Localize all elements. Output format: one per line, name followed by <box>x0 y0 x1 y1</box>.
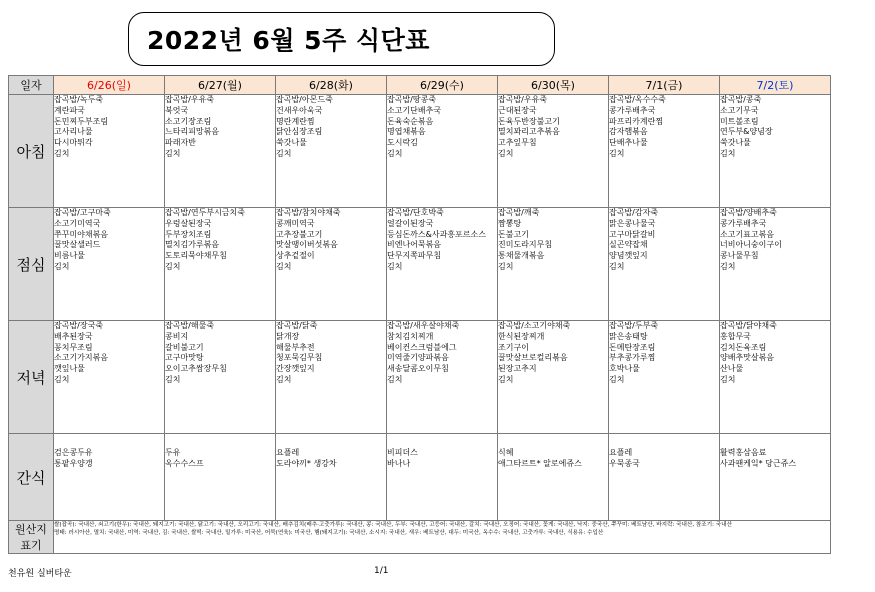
menu-item: 잡곡밥/양배추죽 <box>720 208 777 217</box>
menu-cell <box>498 95 609 208</box>
menu-item: 잡곡밥/옥수수죽 <box>609 95 666 104</box>
menu-item: 미역줄기양파볶음 <box>387 353 449 363</box>
menu-item: 도라야끼* 생강차 <box>276 458 337 468</box>
menu-item: 잡곡밥/참치야채죽 <box>276 208 341 217</box>
origin-label: 원산지 표기 <box>9 521 54 554</box>
menu-item: 해물부추전 <box>276 342 315 352</box>
menu-item: 고사리나물 <box>54 127 93 137</box>
menu-item: 콩가루배추국 <box>609 105 656 115</box>
menu-item: 꿀맛살브로컬리볶음 <box>498 353 568 363</box>
menu-item: 김치 <box>498 374 514 384</box>
day-header: 7/2(토) <box>720 76 831 95</box>
menu-item: 배추된장국 <box>54 331 93 341</box>
menu-cell <box>387 321 498 434</box>
menu-item: 느타리피망볶음 <box>165 127 220 137</box>
menu-item: 김치 <box>609 148 625 158</box>
menu-cell <box>387 95 498 208</box>
menu-item: 근대된장국 <box>498 105 537 115</box>
menu-item: 우묵종국 <box>609 458 640 468</box>
menu-item: 잡곡밥/우유죽 <box>165 95 215 104</box>
menu-item: 잡곡밥/소고기야채죽 <box>498 321 571 330</box>
meal-row <box>9 434 831 521</box>
menu-item: 김치 <box>720 148 736 158</box>
menu-item: 잡곡밥/아몬드죽 <box>276 95 333 104</box>
menu-item: 바나나 <box>387 458 411 468</box>
menu-cell <box>165 321 276 434</box>
menu-cell <box>498 434 609 521</box>
menu-item: 조기구이 <box>498 342 529 352</box>
menu-item: 실곤약잡채 <box>609 240 648 250</box>
menu-item: 콩가루배추국 <box>720 218 767 228</box>
menu-item: 베이컨스크럼블에그 <box>387 342 457 352</box>
menu-item: 돈육두반장불고기 <box>498 116 560 126</box>
menu-item: 잡곡밥/우유죽 <box>498 95 548 104</box>
meal-row <box>9 321 831 434</box>
menu-cell <box>165 95 276 208</box>
menu-item: 도토리묵야채무침 <box>165 251 227 261</box>
menu-item: 잡곡밥/녹두죽 <box>54 95 104 104</box>
menu-cell <box>609 321 720 434</box>
meal-label: 간식 <box>9 434 54 521</box>
menu-item: 잡곡밥/새우살야채죽 <box>387 321 460 330</box>
menu-item: 쑥갓나물 <box>276 138 307 148</box>
menu-item: 얼갈이된장국 <box>387 218 434 228</box>
menu-cell <box>720 95 831 208</box>
day-header: 6/26(일) <box>54 76 165 95</box>
menu-item: 우렁살된장국 <box>165 218 212 228</box>
menu-item: 김치 <box>720 261 736 271</box>
menu-item: 김치 <box>54 261 70 271</box>
menu-item: 김치 <box>165 261 181 271</box>
menu-item: 김치 <box>609 374 625 384</box>
menu-cell <box>54 434 165 521</box>
menu-item: 요플레 <box>609 448 633 457</box>
menu-item: 비름나물 <box>54 251 85 261</box>
menu-item: 김치 <box>387 261 403 271</box>
meal-row <box>9 208 831 321</box>
menu-item: 고구마맛탕 <box>165 353 204 363</box>
menu-cell <box>498 321 609 434</box>
menu-item: 잡곡밥/닭죽 <box>276 321 318 330</box>
menu-item: 단무지쪽파무침 <box>387 251 442 261</box>
menu-item: 애그타르트* 알로에쥬스 <box>498 458 582 468</box>
menu-item: 김치돈육조림 <box>720 342 767 352</box>
menu-item: 김치 <box>498 261 514 271</box>
menu-item: 된장고추지 <box>498 364 537 374</box>
menu-item: 소고기무국 <box>720 105 759 115</box>
menu-cell <box>165 434 276 521</box>
menu-item: 양배추맛살볶음 <box>720 353 775 363</box>
menu-item: 산나물 <box>720 364 744 374</box>
menu-item: 김치 <box>609 261 625 271</box>
page-title: 2022년 6월 5주 식단표 <box>147 26 430 55</box>
menu-item: 다시마튀각 <box>54 138 93 148</box>
menu-item: 명엽채볶음 <box>387 127 426 137</box>
menu-item: 요플레 <box>276 448 300 457</box>
menu-item: 김치 <box>276 374 292 384</box>
menu-cell <box>276 208 387 321</box>
menu-item: 잡곡밥/깨죽 <box>498 208 540 217</box>
menu-cell <box>720 321 831 434</box>
menu-item: 간장깻잎지 <box>276 364 315 374</box>
menu-item: 잡곡밥/닭야채죽 <box>720 321 777 330</box>
menu-item: 김치 <box>498 148 514 158</box>
menu-item: 깻잎나물 <box>54 364 85 374</box>
menu-item: 김치 <box>54 148 70 158</box>
menu-item: 잡곡밥/고구마죽 <box>54 208 111 217</box>
menu-cell <box>54 95 165 208</box>
menu-item: 쭈꾸미야채볶음 <box>54 229 109 239</box>
menu-item: 잡곡밥/단호박죽 <box>387 208 444 217</box>
origin-line: 쌀(잡곡): 국내산, 쇠고기(한우): 국내산, 돼지고기: 국내산, 닭고기: 국내산, 오리고기: 국내산, 배추김치(배추·고춧가루): 국내산, 콩: 국내산, 두부: 국내산, 고등어: 국내산, 갈치: 국내산, 오징어: 국내산, 꽃게: 국내산, 낙지: 중국산, 쭈꾸미: 베트남산, 바지락: 국내산, 참조기: 국내산 <box>54 522 732 528</box>
menu-item: 맑은콩나물국 <box>609 218 656 228</box>
menu-item: 통채물개볶음 <box>498 251 545 261</box>
menu-item: 부추콩가루찜 <box>609 353 656 363</box>
menu-item: 김치 <box>387 148 403 158</box>
menu-item: 김치 <box>276 261 292 271</box>
menu-item: 소고기단배추국 <box>387 105 442 115</box>
menu-cell <box>276 434 387 521</box>
menu-item: 쑥갓나물 <box>720 138 751 148</box>
menu-item: 멸치김가루볶음 <box>165 240 220 250</box>
menu-item: 건새우아욱국 <box>276 105 323 115</box>
date-header-label: 일자 <box>9 76 54 95</box>
menu-item: 통팥우양갱 <box>54 458 93 468</box>
menu-item: 비엔나어묵볶음 <box>387 240 442 250</box>
title-box <box>128 12 555 66</box>
menu-item: 돈육숙순볶음 <box>387 116 434 126</box>
menu-item: 고추장불고기 <box>276 229 323 239</box>
origin-line: 명태: 러시아산, 멸치: 국내산, 미역: 국내산, 김: 국내산, 쌀떡: 국내산, 밀가루: 미국산, 어묵(연육): 미국산, 햄(돼지고기): 국내산, 소시지: 국내산, 새우: 베트남산, 대두: 미국산, 옥수수: 국내산, 고춧가루: 국내산, 식용유: 수입산 <box>54 530 604 536</box>
menu-item: 콩깨미역국 <box>276 218 315 228</box>
menu-item: 돈민찌두부조림 <box>54 116 109 126</box>
page-number: 1/1 <box>374 566 389 576</box>
menu-item: 양념깻잎지 <box>609 251 648 261</box>
menu-item: 멸치꽈리고추볶음 <box>498 127 560 137</box>
menu-item: 짬뽕탕 <box>498 218 522 228</box>
day-header: 6/28(화) <box>276 76 387 95</box>
menu-cell <box>609 95 720 208</box>
menu-cell <box>720 434 831 521</box>
menu-item: 돈불고기 <box>498 229 529 239</box>
menu-item: 김치 <box>720 374 736 384</box>
menu-item: 닭개장 <box>276 331 300 341</box>
menu-table <box>8 75 831 554</box>
menu-item: 갈비불고기 <box>165 342 204 352</box>
menu-cell <box>54 208 165 321</box>
menu-cell <box>498 208 609 321</box>
menu-item: 감자햄볶음 <box>609 127 648 137</box>
menu-item: 돈메탄장조림 <box>609 342 656 352</box>
menu-cell <box>720 208 831 321</box>
menu-item: 김치 <box>54 374 70 384</box>
menu-item: 호박나물 <box>609 364 640 374</box>
menu-item: 식혜 <box>498 448 514 457</box>
menu-item: 콩나물무침 <box>720 251 759 261</box>
menu-item: 김치 <box>276 148 292 158</box>
menu-cell <box>387 434 498 521</box>
menu-cell <box>276 321 387 434</box>
menu-item: 미트볼조림 <box>720 116 759 126</box>
origin-row <box>9 521 831 554</box>
day-header: 6/29(수) <box>387 76 498 95</box>
menu-item: 파프리카계란찜 <box>609 116 664 126</box>
menu-item: 검은콩두유 <box>54 448 93 457</box>
menu-item: 오이고추쌈장무침 <box>165 364 227 374</box>
menu-item: 명란계란찜 <box>276 116 315 126</box>
menu-item: 두부장치조림 <box>165 229 212 239</box>
menu-item: 닭안심장조림 <box>276 127 323 137</box>
menu-item: 김치 <box>165 374 181 384</box>
menu-item: 새송달콤오이무침 <box>387 364 449 374</box>
menu-item: 등심돈까스&사과흥포르소스 <box>387 229 486 239</box>
menu-item: 두유 <box>165 448 181 457</box>
menu-item: 소고기장조림 <box>165 116 212 126</box>
meal-label: 저녁 <box>9 321 54 434</box>
menu-item: 꽁치무조림 <box>54 342 93 352</box>
meal-row <box>9 95 831 208</box>
menu-item: 김치 <box>387 374 403 384</box>
origin-text <box>54 521 831 554</box>
menu-item: 파래자반 <box>165 138 196 148</box>
menu-item: 고구마닭갈비 <box>609 229 656 239</box>
menu-cell <box>609 434 720 521</box>
menu-cell <box>165 208 276 321</box>
menu-item: 맛살땡이버섯볶음 <box>276 240 338 250</box>
menu-item: 옥수수스프 <box>165 458 204 468</box>
menu-cell <box>54 321 165 434</box>
menu-item: 소고기표고볶음 <box>720 229 775 239</box>
menu-item: 김치 <box>165 148 181 158</box>
menu-item: 잡곡밥/두부죽 <box>609 321 659 330</box>
menu-item: 콩비지 <box>165 331 189 341</box>
day-header: 6/30(목) <box>498 76 609 95</box>
menu-item: 너비아니숭이구이 <box>720 240 782 250</box>
menu-item: 맑은송태탕 <box>609 331 648 341</box>
menu-cell <box>609 208 720 321</box>
menu-item: 진미도라지무침 <box>498 240 553 250</box>
day-header: 7/1(금) <box>609 76 720 95</box>
meal-label: 아침 <box>9 95 54 208</box>
header-row <box>9 76 831 95</box>
menu-item: 잡곡밥/감자죽 <box>609 208 659 217</box>
menu-item: 소고기가지볶음 <box>54 353 109 363</box>
menu-item: 참치김치찌개 <box>387 331 434 341</box>
menu-item: 잡곡밥/해물죽 <box>165 321 215 330</box>
menu-item: 한식된장찌개 <box>498 331 545 341</box>
menu-item: 계란파국 <box>54 105 85 115</box>
menu-item: 잡곡밥/연두부시금치죽 <box>165 208 245 217</box>
menu-item: 소고기미역국 <box>54 218 101 228</box>
menu-item: 고추잎무침 <box>498 138 537 148</box>
menu-item: 북엇국 <box>165 105 189 115</box>
menu-item: 사과팬케잌* 당근쥬스 <box>720 458 797 468</box>
menu-item: 단배추나물 <box>609 138 648 148</box>
menu-item: 잡곡밥/장국죽 <box>54 321 104 330</box>
menu-item: 활력홍삼음료 <box>720 448 767 457</box>
footer-org: 천유원 실버타운 <box>8 569 72 579</box>
menu-item: 잡곡밥/땅콩죽 <box>387 95 437 104</box>
meal-label: 점심 <box>9 208 54 321</box>
menu-item: 홍합무국 <box>720 331 751 341</box>
menu-cell <box>276 95 387 208</box>
menu-cell <box>387 208 498 321</box>
menu-item: 도시락김 <box>387 138 418 148</box>
menu-item: 비피더스 <box>387 448 418 457</box>
menu-item: 연두부&양념장 <box>720 127 773 137</box>
menu-item: 청포묵김무침 <box>276 353 323 363</box>
menu-item: 상추겉절이 <box>276 251 315 261</box>
menu-item: 잡곡밥/콩죽 <box>720 95 762 104</box>
menu-item: 꿀맛살샐러드 <box>54 240 101 250</box>
day-header: 6/27(월) <box>165 76 276 95</box>
